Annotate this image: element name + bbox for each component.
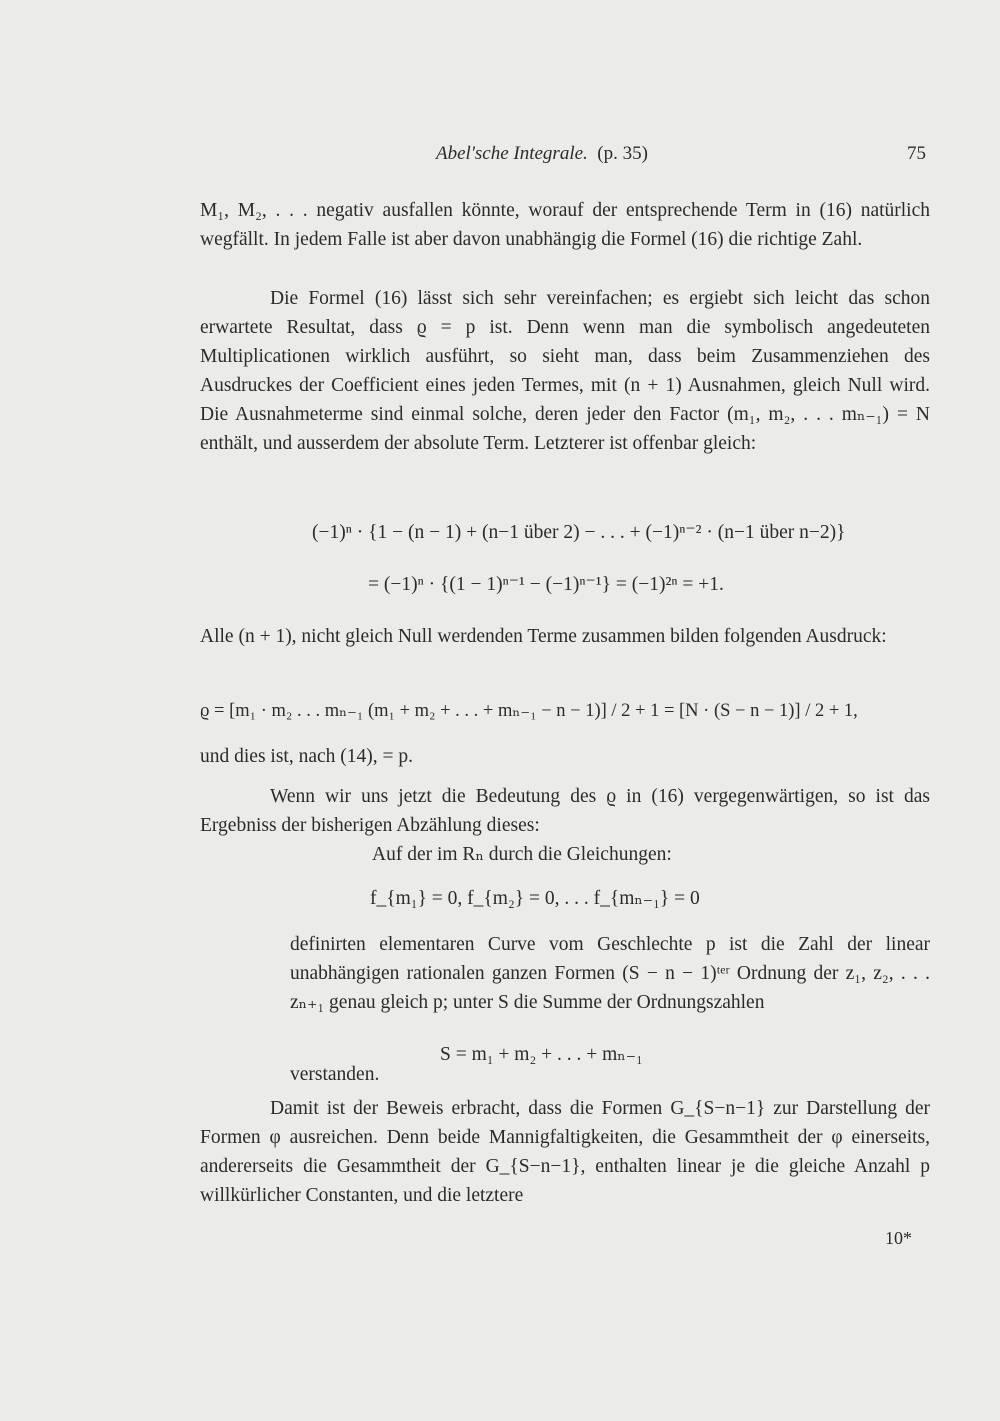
paragraph-5: [200, 782, 930, 840]
equation-sum-orders: S = m₁ + m₂ + . . . + mₙ₋₁: [440, 1044, 643, 1065]
theorem-intro: Auf der im Rₙ durch die Gleichungen:: [372, 844, 672, 865]
signature-mark: 10*: [885, 1228, 912, 1248]
page-number: 75: [907, 143, 926, 164]
running-title-rest: (p. 35): [597, 143, 648, 164]
equation-rho: ϱ = [m₁ · m₂ . . . mₙ₋₁ (m₁ + m₂ + . . . + mₙ₋₁ − n − 1)] / 2 + 1 = [N · (S − n − 1)] / 2 + 1,: [200, 701, 858, 721]
paragraph-5-text: Wenn wir uns jetzt die Bedeutung des ϱ in (16) vergegenwärtigen, so ist das Ergebniss der bisherigen Abzählung dieses:: [200, 786, 930, 836]
paragraph-2: [200, 284, 930, 458]
theorem-body: definirten elementaren Curve vom Geschlechte p ist die Zahl der linear unabhängigen rationalen ganzen Formen (S − n − 1)ᵗᵉʳ Ordnung der z₁, z₂, . . . zₙ₊₁ genau gleich p; unter S die Summe der Ordnungszahlen: [290, 934, 930, 1013]
equation-defining-curve: f_{m₁} = 0, f_{m₂} = 0, . . . f_{mₙ₋₁} = 0: [370, 888, 700, 909]
paragraph-9-text: Damit ist der Beweis erbracht, dass die Formen G_{S−n−1} zur Darstellung der Formen φ ausreichen. Denn beide Mannigfaltigkeiten, die Gesammtheit der φ einerseits, andererseits die Gesammtheit der G_{S−n−1}, enthalten linear je die gleiche Anzahl p willkürlicher Constanten, und die letztere: [200, 1098, 930, 1206]
paragraph-3: Alle (n + 1), nicht gleich Null werdenden Terme zusammen bilden folgenden Ausdruck:: [200, 626, 887, 647]
paragraph-1: M₁, M₂, . . . negativ ausfallen könnte, worauf der entsprechende Term in (16) natürlich wegfällt. In jedem Falle ist aber davon unabhängig die Formel (16) die richtige Zahl.: [200, 200, 930, 250]
running-title-italic: Abel'sche Integrale.: [436, 143, 588, 164]
equation-alternating-sum-result: = (−1)ⁿ · {(1 − 1)ⁿ⁻¹ − (−1)ⁿ⁻¹} = (−1)²ⁿ = +1.: [368, 574, 724, 595]
theorem-end: verstanden.: [290, 1064, 380, 1085]
page-header: [200, 143, 930, 169]
paragraph-9: [200, 1094, 930, 1210]
running-title: [436, 143, 648, 165]
equation-alternating-sum: (−1)ⁿ · {1 − (n − 1) + (n−1 über 2) − . . . + (−1)ⁿ⁻² · (n−1 über n−2)}: [312, 522, 846, 543]
paragraph-2-text: Die Formel (16) lässt sich sehr vereinfachen; es ergiebt sich leicht das schon erwartete Resultat, dass ϱ = p ist. Denn wenn man die symbolisch angedeuteten Multiplicationen wirklich ausführt, so sieht man, dass beim Zusammenziehen des Ausdruckes der Coefficient eines jeden Termes, mit (n + 1) Ausnahmen, gleich Null wird. Die Ausnahmeterme sind einmal solche, deren jeder den Factor (m₁, m₂, . . . mₙ₋₁) = N enthält, und ausserdem der absolute Term. Letzterer ist offenbar gleich:: [200, 288, 930, 454]
paragraph-4: und dies ist, nach (14), = p.: [200, 746, 414, 767]
